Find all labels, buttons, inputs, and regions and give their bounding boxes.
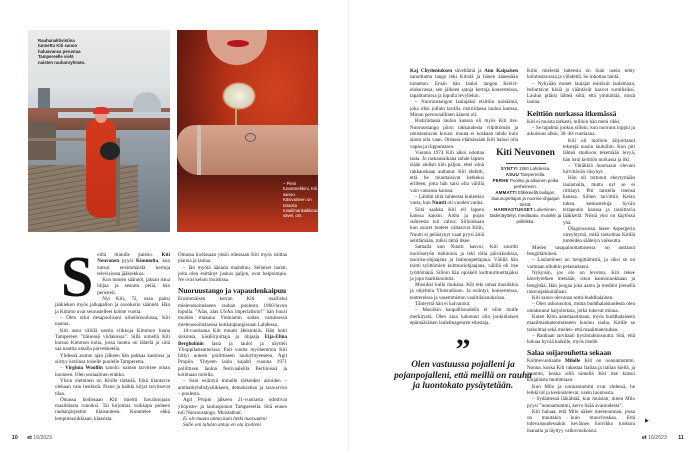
text-run: Kiti asuu välillä useita viikkoja Kimmon luona Tampereen ”itäisessä viidakossa”. Sillä nimellä Kiti kutsuu Kimmon kotia, jossa luonto on lähellä ja siitä saa nauttia omalla parvekkeella. — [55, 327, 170, 353]
photo-caption: – Pieni turvamerkkini, Kiti sanoo. Käsivarteen on tatuoitu maailmankaikkeuden sävel, om. — [283, 181, 324, 219]
text-run: Kolmevuotiaalle — [527, 358, 565, 365]
text-run: Nyt Kiti, 72, osaa paitsi jääkiekon myös jalkapallon ja snookerin säännöt. Hän ja Kimmo ovat seurustelleet kolme vuotta. — [55, 296, 170, 315]
text-run: oli vuoden vanha. — [446, 200, 484, 207]
text-run: – Sain esiintyä minulle tärkeiden asioiden – ammattiyhdistysliikkeen, demokratian ja tasa-arvon – puolesta. — [178, 378, 287, 397]
paragraph — [527, 270, 635, 295]
text-run: Yksin oleminen on Kitille tärkeää. Eikä tilantarve olekaan vain henkistä. Piano ja kaikki kirjat tarvitsevat tilaa. — [55, 377, 170, 397]
text-run: Ristiriidassa laulun kanssa oli myös Kiti itse. Nuoruustango piirsi rakkaudesta vilpittömän ja omistautuvan kuvan: muuta ei koskaan tahdo kuin sinun olla vaan. Omassa elämässään Kiti halusi olla vapaa ja riippumaton. — [410, 118, 518, 150]
paragraph — [55, 315, 170, 328]
issue-number: 16/2023 — [33, 435, 53, 441]
text-run: Musiikki kulki mukana. Kiti teki omaa musiikkia ja ohjelmia Yleisradioon. Ja esiintyi, konserteissa, teattereissa ja vasemmiston vaalitilaisuuksissa. — [410, 282, 518, 301]
paragraph — [527, 333, 635, 346]
paragraph — [410, 244, 518, 282]
text-run: – Nuoruustangon laulajaksi etsittiin naisääntä, joka olisi jollain tavalla ristiriidassa laulun kanssa. Minun persoonallinen ääneni oli. — [410, 99, 518, 119]
photo-helmet — [100, 142, 120, 160]
paragraph — [527, 68, 635, 81]
fact-value: Puoliso ja aikuinen poika perheineen. — [510, 177, 559, 189]
paragraph — [527, 81, 635, 106]
photo-caption: Rauhanaktivistina tunnettu Kiti sanoo haluavansa perustaa Tampereelle vielä naisten rauhanryhmän. — [38, 38, 86, 65]
text-run: Omassa kodissaan Kiti miettii havaintojaan maailmasta runoiksi. Tai kirjoittaa vaikkapa puheen rauhanjärjestön tilaisuuteen. Kuuntelee ehkä lempimusiikkiaan, klassista. — [55, 396, 170, 422]
text-run: – Lähdin siitä suhteesta kuitenkin vasta, kun — [410, 193, 484, 207]
text-run: – — [60, 365, 66, 372]
text-run: lasta ja lauloi ja näytteli Ylioppilasteatterissa. Pari vuotta myöhemmin Kiti liittyi uuteen poliittiseen lauluyhtyeeseen, Agit Propiin. Yhtyeen laulu kajahti vuonna 1971 poliittisen laulun festivaaleilla Berliinissä ja kotimaan toreilla. — [178, 340, 287, 379]
pull-quote-text: Olen vastuussa pojalleni ja pojanpojalleni, että meillä on rauha ja luontokato pysäytetään. — [394, 360, 532, 392]
paragraph — [527, 301, 635, 314]
paragraph — [527, 257, 635, 270]
paragraph — [178, 252, 287, 265]
text-run: Kun Milo ja nonnamummi ovat yhdessä, he leikkivät ja keskustelevat, usein luonnosta. — [527, 383, 635, 396]
paragraph — [527, 245, 635, 258]
text-run: – Laulaminen on hengittämistä, ja siksi se on varmaan ollutkin pelastukseni. — [527, 257, 635, 270]
photo-wooden-deck — [28, 165, 138, 232]
paragraph — [527, 314, 635, 333]
photo-chin — [207, 30, 267, 65]
article-column — [55, 244, 171, 422]
person-name: Kimmolta — [136, 258, 159, 265]
text-run: Kiti haluaa, että Milo näkee merenrannan, jossa on muutakin kuin muoviroskaa. Että tulevaisuudessakin keväinen koivikko tuoksuu ihanalta ja täyttyy valkovuokoista. — [527, 408, 635, 434]
text-run: eittä minulle paitsio. — [97, 252, 162, 258]
paragraph — [527, 125, 635, 138]
page-gutter — [348, 0, 349, 450]
paragraph — [410, 307, 518, 326]
paragraph — [55, 397, 170, 422]
magazine-logo: et — [642, 435, 647, 441]
text-run: Samalla kun Nuutti kasvoi, Kiti suoritti nuorisotyön tutkinnon ja teki töitä päiväkodissa, nuoriso-ohjaajana ja laulunopettajana. Välillä hän toimi työttömien kulttuuriohjaajana, välillä oli itse työttömänä. Silloin hän opiskeli kulttuurituottajaksi ja jopa markkinointia. — [410, 244, 518, 282]
text-run: Ensimmäisen kerran Kiti osallistui mielenosoitukseen rauhan puolesta 1960-luvun lopulla. ”Alas, alas USAn imperialismi!” hän huusi muiden mukana Vietnamin sodan vastaisessa mielenosoituksessa kotikaupungissaan Lahdessa. — [178, 296, 287, 328]
article-column — [527, 68, 635, 434]
quote-mark-icon: ” — [455, 333, 471, 367]
text-run: – Sydämessä läikähtää, kun muistan, miten Milo pyysi ”nonnamummi, kerro lisää avaruudesta”. — [527, 396, 635, 409]
paragraph — [410, 68, 518, 99]
text-run: sanoin: nainen tarvitsee oman huoneen. Olen sosiaalinen erakko. — [55, 365, 170, 378]
paragraph — [527, 384, 635, 397]
paragraph — [55, 365, 170, 378]
text-run: Kiti on nonnamummi. Nonna, koska Kiti rakastaa Italiaa ja italian kieltä, ja mummi, koska sillä nimellä Kiti itse kutsui karjalaista mummiaan. — [527, 358, 635, 384]
fact-value: Tampereella. — [520, 172, 546, 177]
paragraph — [410, 99, 518, 118]
drop-cap: S — [61, 244, 94, 309]
text-run: Kitin mielestä taiteesta on liian usein tehty kulutustavaraa ja viihdettä. Se inhottaa häntä. — [527, 68, 635, 81]
text-run: Sulle sen tahdon antaa en ota itselleni — [183, 422, 261, 429]
text-run: – Musiikin kaupallisuudella ei ollut mulle merkitystä. Olen aina halunnut olla jonkinlaisen epämääräisen laulelmagenren edustaja. — [410, 307, 518, 326]
text-run: – Olen ollut riesapuolisoni urheilukoulussa, Kiti nauraa. — [55, 314, 170, 328]
fact-value: Lukeminen, taidenäyttelyt, meditaatio, musiikki ja politiikka. — [489, 207, 562, 225]
text-run: Mielen tasapainottamisessa on auttanut hengittäminen. — [527, 244, 635, 258]
article-column — [178, 252, 287, 429]
paragraph — [527, 358, 635, 383]
text-run: Nuoruustango ja vapaudenkaipuu — [178, 286, 286, 296]
page-footer — [642, 435, 684, 441]
text-run: Tähteyttä hän ei kaivannut. — [415, 300, 471, 307]
paragraph — [527, 396, 635, 409]
page-number: 11 — [678, 435, 684, 441]
photo-red-hair — [93, 107, 109, 114]
paragraph — [55, 353, 170, 366]
paragraph — [178, 296, 287, 327]
person-name: Nuutti — [431, 200, 447, 207]
text-run: – Olen uskonnoton, mutta buddhalaisuudesta olen omaksunut harjoituksia, jotka tukevat minua. — [527, 301, 635, 314]
text-run: säveltämä ja — [452, 68, 485, 74]
magazine-logo: et — [27, 435, 32, 441]
text-run: – Yhtäkkiä huomasin olevani hirvittävän väsynyt. — [563, 162, 635, 176]
text-run: Vuonna 1974 Kiti alkoi odottaa lasta. Jo raskausaikana suhde lapsen isään ahdisti niin paljon, ettei siinä rakkauskaan auttanut. Kiti ehdotti, että he muuttaisivat hetkeksi erilleen, jotta hän saisi olla välillä vain vatsansa kanssa. — [410, 149, 484, 194]
text-run: pyysi — [119, 258, 137, 265]
paragraph — [527, 409, 635, 434]
paragraph — [178, 328, 287, 378]
fact-label: PERHE — [492, 177, 509, 183]
text-run: Hän oli tottunut eheytymään laulamalla, mutta nyt se ei riittänyt. Piti taistella itsensä kanssa. Siihen tarvittiin Kelan tukea, keskusteluja hyvän terapeutin kanssa ja tasoittavia lääkkeitä. Niistä yksi on käytössä yhä. — [563, 175, 635, 226]
section-heading — [527, 348, 635, 357]
fact-label: ASUU — [505, 172, 519, 177]
text-run: – Nykyään monet laulajat esittävät laulamista, heiluttavat käsiä ja vääntävät kasvot surullisiksi. Laulun pitäisi lähteä siitä, että ymmärtää, mistä laulaa. — [527, 80, 635, 106]
paragraph — [55, 328, 170, 353]
paragraph — [178, 397, 287, 416]
photo-bridge — [58, 112, 170, 118]
text-run: Omassa kodissaan yksin ollessaan Kiti myös soittaa pianoa ja laulaa. — [178, 252, 287, 265]
text-run: Kiti oli tuolloin kirjoittanut tekstejä uusiin lauluihin. Kun piti lähteä studioon tekemään levyä, hän istui keittiön nurkassa ja itki. — [563, 137, 635, 163]
person-name: Kaj Chydeniuksen — [410, 68, 453, 74]
text-run: – Iän myötä ääniala madaltuu. Sellaiset laulut, joita olen esittänyt joskus paljon, ovat helpoimpia. Ne ovat kehon muistissa. — [178, 264, 287, 284]
text-run: Keittiön nurkassa itkemässä — [527, 108, 617, 118]
photo-arena — [133, 92, 161, 112]
text-run: Yhdessä asutun ajan jälkeen hän pakkaa kassinsa ja siirtyy kotiinsa toiselle puolelle Tamperetta. — [55, 352, 170, 366]
fact-value: Eläkkeellä laulajan, laulunopettajan ja nuoriso-ohjaajan töistä. — [491, 189, 560, 207]
end-of-article-icon: ▶ — [645, 419, 649, 424]
section-heading — [178, 286, 287, 295]
text-run: – Se tapahtui jonkus silloin, kun nuoruus loppui ja aikuisuus alkoi, 30–40-vuotiaana. — [527, 125, 635, 138]
fact-label: SYNTYI — [500, 166, 518, 172]
person-name: Eija-Elina Bergholmin — [178, 334, 287, 347]
text-run: Kiti ei muista tarkasti, milloin hän meni rikki. — [527, 118, 621, 125]
section-heading — [527, 109, 635, 118]
page-footer — [12, 435, 52, 441]
person-name: Milolle — [565, 358, 581, 365]
person-name: Kiti Neuvonen — [97, 252, 170, 265]
issue-number: 16/2023 — [648, 435, 667, 441]
photo-lips — [227, 40, 249, 47]
pull-quote — [394, 333, 532, 392]
text-run: Siitä saakka Kiti eli lapsen kanssa kaksin. Äidin ja pojan suhteesta tuli vahva. Silloinkaan kun suuret tunteet valtasivat Kitin, Nuutti ei pelästynyt vaan pyysi äitiä selittämään, miksi tämä itkee. — [410, 206, 484, 245]
fact-label: HARRASTUKSET — [494, 207, 533, 213]
paragraph — [55, 378, 170, 397]
om-tattoo-icon — [245, 133, 256, 142]
fact-value: 1950 Lahdessa. — [519, 166, 551, 172]
text-run: Kuten Kitin aatemaailmaan, myös buddhalaiseen maailmankatsomukseen kuuluu rauha. Kitille se tarkoittaa sekä mielen- että maailmanrauhaa. — [527, 313, 635, 333]
photo-red-dress — [86, 120, 116, 218]
person-name: Virginia Woolfin — [65, 365, 103, 372]
text-run: 18-vuotiaana Kiti muutti Helsinkiin. Hän hoiti siskonsa, käsikirjoittaja ja ohjaaja — [178, 327, 287, 341]
paragraph — [410, 282, 518, 301]
text-run: Ei ole muuta antaa kuin hetki nuoruuteni — [183, 416, 267, 423]
text-run: , kun katsoi ensimmäistä kertoja televisiosta jääkiekkoa. — [97, 258, 171, 277]
text-run: Salaa soijarouhetta sekaan — [527, 348, 612, 358]
text-run: Agit Propin jälkeen 21-vuotiasta odottivat yliopisto- ja lauluopinnot Tampereella. Sitä ennen tuli Nuoruustango. Muistathan: — [178, 397, 287, 416]
page-number: 10 — [12, 435, 18, 441]
verse-line — [178, 422, 287, 428]
text-run: Diagnoosissa lukee Aspergerin oireyhtymä, mikä tarkoittaa Kitillä tunteiden säätelyn vaikeutta. — [563, 225, 635, 245]
text-run: sanoittama tango teki Kitistä ja hänen äänestään tunnetun. Ensin hän lauloi tangon Kreivi-elokuvassa, sen jälkeen satoja kertoja konserteissa, tapahtumissa ja lopulta levyllekin. — [410, 74, 518, 100]
person-name: Anu Kaipaisen — [484, 68, 518, 74]
text-run: Nykyisin, jos olo on levoton, Kiti tekee kävelyretken metsään, istuu kannonnokkaan ja hengittää. Hän joogaa joka aamu ja meditoi pienellä rukousjakkarallaan. — [527, 269, 635, 295]
text-run: Kun tunnen säännöt, jaksan istua hiljaa ja seurata peliä, hän perusteli. — [97, 277, 170, 296]
text-run: Kiti sanoo olevansa semi-buddhalainen. — [532, 295, 614, 302]
paragraph — [178, 378, 287, 397]
paragraph — [178, 265, 287, 284]
fact-box-title: Kiti Neuvonen — [496, 148, 555, 158]
fact-label: AMMATTI — [495, 189, 517, 195]
photo-pier-structure — [28, 122, 56, 160]
text-run: – Rauhaan tarvitaan hyväntahtoisuutta. Sitä, että haluaa hyvää kaikille, myös itselle. — [527, 332, 635, 346]
photo-dandelion — [222, 82, 256, 110]
